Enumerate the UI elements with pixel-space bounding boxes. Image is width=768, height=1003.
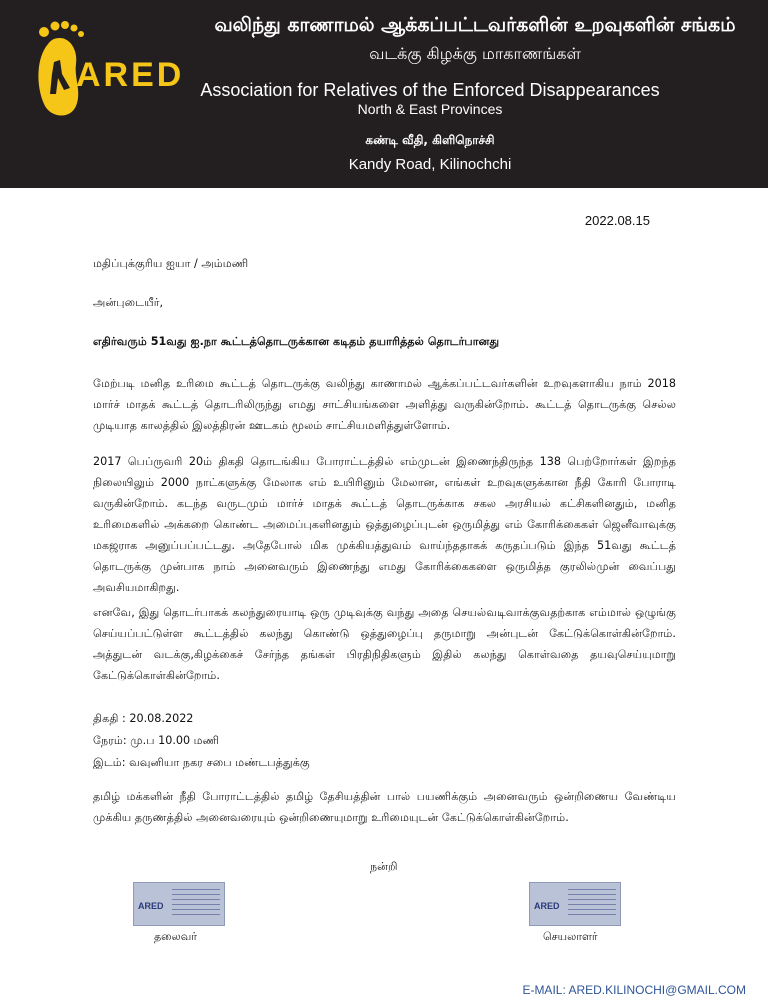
salutation: மதிப்புக்குரிய ஐயா / அம்மணி <box>93 257 249 270</box>
paragraph-3: எனவே, இது தொடர்பாகக் கலந்துரையாடி ஒரு முடிவுக்கு வந்து அதை செயல்வடிவாக்குவதற்காக எம்மால் ஒழுங்கு செய்யப்பட்டுள்ள கூட்டத்தில் கலந்து கொண்டு ஒத்துழைப்பு தருமாறு அன்புடன் கேட்டுக்கொள்கின்றோம். அத்துடன் வடக்கு,கிழக்கைச் சேர்ந்த தங்கள் பிரதிநிதிகளும் இதில் கலந்து கொள்வதை தயவுசெய்யுமாறு கேட்டுக்கொள்கின்றோம். <box>93 606 676 682</box>
stamp-lines <box>568 889 616 919</box>
secretary-stamp <box>529 882 621 926</box>
footer-email: E-MAIL: ARED.KILINOCHI@GMAIL.COM <box>522 983 746 997</box>
org-title-english: Association for Relatives of the Enforced Disappearances <box>200 80 660 100</box>
paragraph-4: தமிழ் மக்களின் நீதி போராட்டத்தில் தமிழ் தேசியத்தின் பால் பயணிக்கும் அனைவரும் ஒன்றிணைய வேண்டிய முக்கிய தருணத்தில் அனைவரையும் ஒன்றிணையுமாறு உரிமையுடன் கேட்டுக்கொள்கின்றோம். <box>93 790 676 824</box>
signer-president: தலைவர் <box>154 930 197 943</box>
meeting-time: நேரம்: மு.ப 10.00 மணி <box>93 734 220 747</box>
thanks: நன்றி <box>370 860 398 873</box>
greeting: அன்புடையீர், <box>93 296 164 309</box>
org-title-tamil: வலிந்து காணாமல் ஆக்கப்பட்டவர்களின் உறவுகளின் சங்கம் <box>214 14 736 36</box>
stamp-lines <box>172 889 220 919</box>
logo-text: ARED <box>76 56 185 94</box>
stamp-text: ARED <box>534 901 560 911</box>
paragraph-2: 2017 பெப்ருவரி 20ம் திகதி தொடங்கிய போராட்டத்தில் எம்முடன் இணைந்திருந்த 138 பெற்றோர்கள் இறந்த நிலையிலும் 2000 நாட்களுக்கு மேலாக எம் உயிரினும் மேலான, எங்கள் உறவுகளுக்கான நீதி கோரி போராடி வருகின்றோம். கடந்த வருடமும் மார்ச் மாதக் கூட்டத் தொடருக்காக சகல அரசியல் கட்சிகளினதும், மனித உரிமைகளில் அக்கறை கொண்ட அமைப்புகளினதும் ஒத்துழைப்புடன் ஒருமித்து எம் கோரிக்கைகள் ஜெனீவாவுக்கு மகஜராக அனுப்பப்பட்டது. அதேபோல் மிக முக்கியத்துவம் வாய்ந்ததாகக் கருதப்படும் இந்த 51வது கூட்டத் தொடருக்கு முன்பாக நாம் அனைவரும் இணைந்து எமது கோரிக்கைகளை ஒருமித்த குரலில்முன் வைப்பது அவசியமாகிறது. <box>93 455 676 594</box>
president-stamp <box>133 882 225 926</box>
org-subtitle-english: North & East Provinces <box>357 101 503 117</box>
signer-secretary: செயலாளர் <box>543 930 598 943</box>
meeting-date: திகதி : 20.08.2022 <box>93 712 194 725</box>
letter-date: 2022.08.15 <box>584 213 650 228</box>
letter-subject: எதிர்வரும் 51வது ஐ.நா கூட்டத்தொடருக்கான கடிதம் தயாரித்தல் தொடர்பானது <box>93 335 500 348</box>
meeting-place: இடம்: வவுனியா நகர சபை மண்டபத்துக்கு <box>93 756 310 769</box>
paragraph-1: மேற்படி மனித உரிமை கூட்டத் தொடருக்கு வலிந்து காணாமல் ஆக்கப்பட்டவர்களின் உறவுகளாகிய நாம் 2018 மார்ச் மாதக் கூட்டத் தொடரிலிருந்து எமது சாட்சியங்களை அளித்து வருகின்றோம். கூட்டத் தொடருக்கு செல்ல முடியாத காலத்தில் இலத்திரன் ஊடகம் மூலம் சாட்சியமளித்துள்ளோம். <box>93 377 676 432</box>
letterhead <box>0 0 768 188</box>
address-english: Kandy Road, Kilinochchi <box>348 156 512 173</box>
stamp-text: ARED <box>138 901 164 911</box>
org-subtitle-tamil: வடக்கு கிழக்கு மாகாணங்கள் <box>369 44 581 63</box>
address-tamil: கண்டி வீதி, கிளிநொச்சி <box>365 133 495 147</box>
